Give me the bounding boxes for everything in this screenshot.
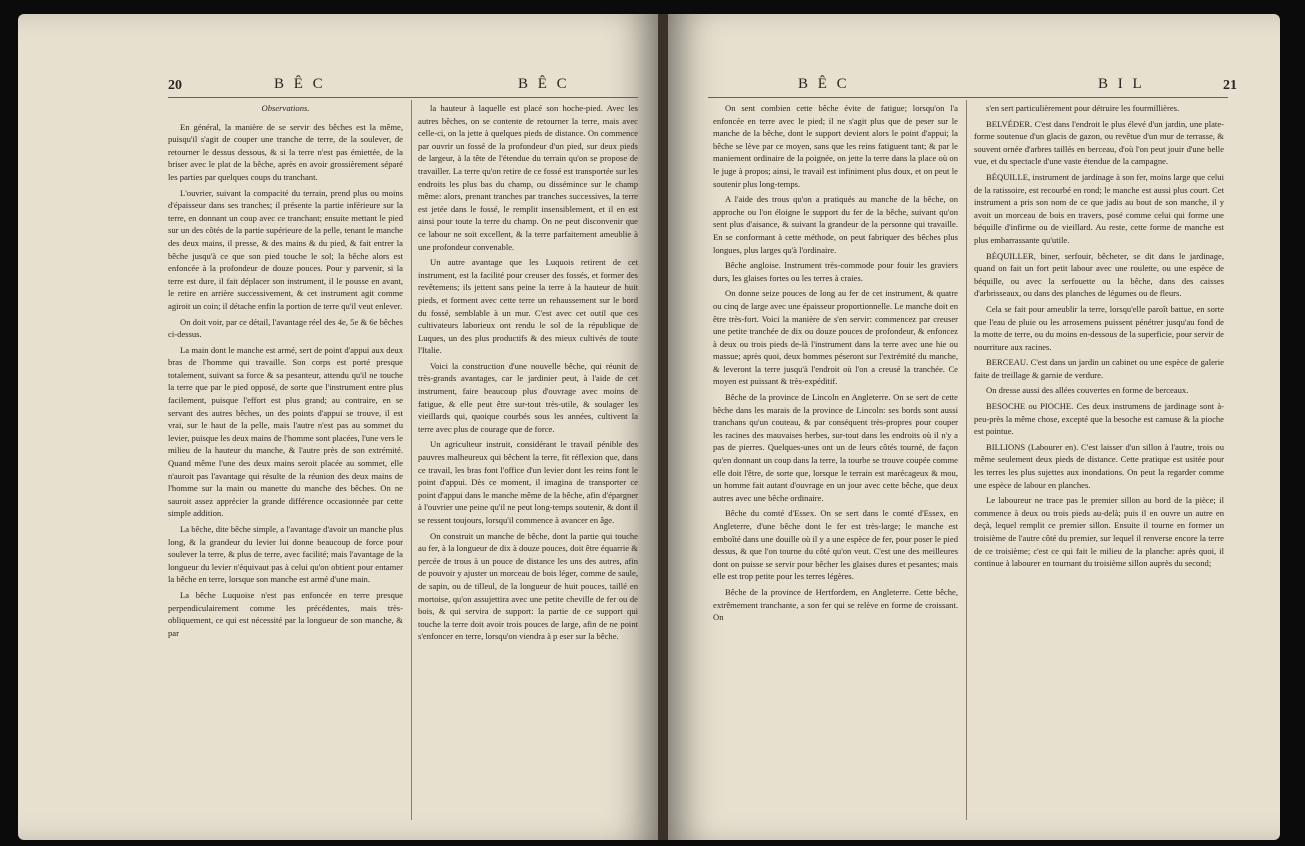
text-column-1	[168, 102, 403, 832]
left-page	[18, 14, 658, 840]
text-column-2	[418, 102, 638, 832]
paragraph: Cela se fait pour ameublir la terre, lorsqu'elle paroît battue, en sorte que l'eau de pluie ou les arrosemens puissent pénétrer jusqu'au fond de la motte de terre, ou du moins en-dessous de la superficie, pour servir de nourriture aux racines.	[974, 303, 1224, 352]
column-rule	[966, 100, 967, 820]
paragraph: BESOCHE ou PIOCHE. Ces deux instrumens de jardinage sont à-peu-près la même chose, excepté que la besoche est camuse & la pioche est pointue.	[974, 401, 1224, 437]
paragraph: Voici la construction d'une nouvelle bêche, qui réunit de très-grands avantages, car le jardinier peut, à l'aide de cet instrument, faire beaucoup plus d'ouvrage avec moins de fatigue, & elle peut être sur-tout très-utile, & soulager les vieillards qui, quoique courbés sous les années, cultivent la terre avec plus de courage que de force.	[418, 360, 638, 434]
paragraph: Observations.	[261, 103, 310, 113]
running-head: B Ê C	[518, 76, 570, 92]
paragraph: A l'aide des trous qu'on a pratiqués au manche de la bêche, on approche ou l'on éloigne le support du fer de la bêche, suivant qu'on sent plus d'aisance, & suivant la grandeur de la personne qui travaille. En se conformant à cette méthode, on peut fabriquer des bêches plus longues, plus larges qu'à l'ordinaire.	[713, 194, 958, 255]
header-rule	[708, 97, 1228, 98]
paragraph: Bêche de la province de Lincoln en Angleterre. On se sert de cette bêche dans les marais de la province de Lincoln: ses bords sont aussi tranchans qu'un couteau, & par conséquent très-propres pour couper les racines des mauvaises herbes, sur-tout dans les endroits où il n'y a pas de pierres. Quelques-unes ont un de leurs côtés tourné, de façon qu'en donnant un coup dans la terre, la tourbe se trouve coupée comme elle doit l'être, de sorte que, lorsque le terrain est marécageux & mou, un homme fait autant d'ouvrage en un jour avec cette bêche, que deux autres avec une bêche ordinaire.	[713, 392, 958, 503]
paragraph: Bêche angloise. Instrument très-commode pour fouir les graviers durs, les glaises fortes ou les terres à craies.	[713, 260, 958, 283]
paragraph: On donne seize pouces de long au fer de cet instrument, & quatre ou cinq de large avec une épaisseur proportionnelle. Le manche doit en être très-fort. Voici la manière de s'en servir: commencez par creuser une petite tranchée de dix ou douze pouces de profondeur, & enfoncez à deux ou trois pieds de-là l'instrument dans la terre avec une hie ou massue; après quoi, deux hommes péseront sur l'extrémité du manche, & leveront la terre jusqu'à l'endroit où l'on a creusé la tranchée. Ce moyen est puissant & très-expéditif.	[713, 288, 958, 387]
header-rule	[168, 97, 638, 98]
paragraph: Un autre avantage que les Luquois retirent de cet instrument, est la facilité pour creuser des fossés, et former des revêtemens; ils jettent sans peine la terre à la hauteur de huit pieds, et forment avec cette terre un rehaussement sur le bord du fossé, semblable à un mur. C'est avec cet outil que ces cultivateurs laborieux ont rendu le sol de la république de Luques, un des plus productifs & des mieux cultivés de toute l'Italie.	[418, 257, 638, 356]
right-page	[668, 14, 1280, 840]
running-head: B Ê C	[274, 76, 326, 92]
book-spread	[18, 14, 1280, 840]
running-head: B I L	[1098, 76, 1145, 92]
paragraph: BÉQUILLE, instrument de jardinage à son fer, moins large que celui de la ratissoire, est recourbé en rond; le manche est aussi plus court. Cet instrument a pris son nom de ce que jadis au bout de son manche, il y avoit un morceau de bois en travers, posé comme celui qui forme une béquille d'infirme ou de vieillard. Au reste, cette forme de manche est plus embarrassante qu'utile.	[974, 171, 1224, 245]
paragraph: Le laboureur ne trace pas le premier sillon au bord de la pièce; il commence à deux ou trois pieds au-delà; puis il en ouvre un autre en deçà, lequel remplit ce premier sillon. Ensuite il tourne en former un troisième de l'autre côté du premier, sur lequel il renverse encore la terre de ce troisième; c'est ce qui fait le milieu de la planche: après quoi, il continue à labourer en tournant du troisième sillon auprès du second;	[974, 495, 1224, 569]
text-column-1	[713, 102, 958, 832]
paragraph: L'ouvrier, suivant la compacité du terrain, prend plus ou moins d'épaisseur dans ses tranches; il présente la partie inférieure sur la terre, en donnant un coup avec ce tranchant; ensuite mettant le pied sur un des côtés de la partie supérieure de la pelle, tenant le manche des deux mains, il presse, & des mains & du pied, & fait entrer la bêche jusqu'à ce que son pied touche le sol; la bêche alors est enfoncée à la profondeur de douze pouces. Pour y parvenir, si la terre est dure, il fait déplacer son instrument, il le pousse en avant, le retire en arrière successivement, & cet instrument agit comme agiroit un coin; il détache enfin la portion de terre qu'il veut enlever.	[168, 187, 403, 311]
page-number: 20	[168, 78, 182, 93]
paragraph: BELVÉDER. C'est dans l'endroit le plus élevé d'un jardin, une plate-forme soutenue d'un glacis de gazon, ou revêtue d'un mur de terrasse, & souvent ornée d'arbres taillés en berceau, d'où l'on peut jouir d'une belle vue, et du spectacle d'une vaste étendue de la campagne.	[974, 118, 1224, 167]
paragraph: la hauteur à laquelle est placé son hoche-pied. Avec les autres bêches, on se contente de retourner la terre, mais avec celle-ci, on la jette à quelques pieds de distance. On commence par ouvrir un fossé de la profondeur d'un pied, sur deux pieds de largeur, à la tête de l'étendue du terrain qu'on se propose de travailler. La terre qu'on retire de ce fossé est transportée sur les endroits les plus bas du champ, ou dissémince sur le champ même: alors, prenant tranches par tranches successives, la terre est jetée dans le fossé, le remplit insensiblement, et il en est ainsi pour toute la terre du champ. On ne peut disconvenir que ce labour ne soit excellent, & la terre parfaitement ameublie à une profondeur convenable.	[418, 103, 638, 252]
column-rule	[411, 100, 412, 820]
paragraph: Un agriculteur instruit, considérant le travail pénible des pauvres malheureux qui bêchent la terre, fit réflexion que, dans ce travail, les bras font l'office d'un levier dont les reins font le point d'appui. Dès ce moment, il imagina de transporter ce point d'appui dans le manche même de la bêche, afin d'épargner à l'ouvrier une peine qu'il ne peut long-temps soutenir, & dont il se ressent toujours, lorsqu'il commence à avancer en âge.	[418, 439, 638, 525]
paragraph: s'en sert particulièrement pour détruire les fourmillières.	[986, 103, 1180, 113]
paragraph: La bêche, dite bêche simple, a l'avantage d'avoir un manche plus long, & la grandeur du levier lui donne beaucoup de force pour soulever la terre, & plus de terre, avec facilité; mais l'avantage de la longueur du levier n'équivaut pas à celui qu'on obtient pour entamer la bêche en terre, lorsque son manche est armé d'une main.	[168, 524, 403, 585]
book-gutter	[658, 14, 668, 840]
paragraph: Bêche du comté d'Essex. On se sert dans le comté d'Essex, en Angleterre, d'une bêche dont le fer est très-large; le manche est emboîté dans une douille où il y a une espèce de fer, pour poser le pied dessus, & que l'on tourne du côté qu'on veut. C'est une des meilleures dont on puisse se servir pour bêcher les glaises dures et pesantes; mais elle est trop petite pour les terres légères.	[713, 508, 958, 582]
text-column-2	[974, 102, 1224, 832]
paragraph: On construit un manche de bêche, dont la partie qui touche au fer, à la longueur de dix à douze pouces, doit être équarrie & percée de trous à un pouce de distance les uns des autres, afin de pouvoir y ajuster un morceau de bois léger, comme de saule, de sapin, ou de tilleul, de la longueur de huit pouces, taillé en mortoise, qu'on assujettira avec une petite cheville de fer ou de bois, & qui servira de support: la partie de ce support qui touche la terre doit avoir trois pouces de large, afin de ne point s'enfoncer en terre, lorsqu'on viendra à p eser sur la bêche.	[418, 530, 638, 642]
paragraph: La main dont le manche est armé, sert de point d'appui aux deux bras de l'homme qui travaille. Son corps est porté presque totalement, suivant sa force & sa pesanteur, attendu qu'il ne touche la terre que par le pied opposé, de sorte que l'instrument entre plus facilement, puisque l'effort est plus grand; au contraire, en se servant des autres bêches, un des points d'appui se trouve, il est vrai, sur le haut de la pelle, mais l'autre n'est pas au sommet du levier, puisque les deux mains de l'homme sont placées, l'une vers le milieu de la hauteur du manche, & l'autre près de son extrémité. Quand même l'une des deux mains seroit placée au sommet, elle n'auroit pas l'avantage qui résulte de la réunion des deux mains de l'homme sur la main ou manette du manche des bêches. On ne sauroit assez apprécier la grande différence occasionnée par cette simple addition.	[168, 344, 403, 519]
paragraph: Bêche de la province de Hertfordem, en Angleterre. Cette bêche, extrêmement tranchante, a son fer qui se relève en forme de croissant. On	[713, 586, 958, 623]
paragraph: BILLIONS (Labourer en). C'est laisser d'un sillon à l'autre, trois ou même seulement deux pieds de distance. Cette pratique est usitée pour les terres les plus sujettes aux inondations. On peut la regarder comme une espèce de labour en planches.	[974, 441, 1224, 490]
paragraph: La bêche Luquoise n'est pas enfoncée en terre presque perpendiculairement comme les précédentes, mais très-obliquement, ce qui est nécessité par la longueur de son manche, & par	[168, 589, 403, 638]
paragraph: BERCEAU. C'est dans un jardin un cabinet ou une espèce de galerie faite de treillage & garnie de verdure.	[974, 357, 1224, 380]
paragraph: On dresse aussi des allées couvertes en forme de berceaux.	[986, 385, 1189, 396]
running-head: B Ê C	[798, 76, 850, 92]
paragraph: On doit voir, par ce détail, l'avantage réel des 4e, 5e & 6e bêches ci-dessus.	[168, 316, 403, 340]
paragraph: En général, la manière de se servir des bêches est la même, puisqu'il s'agit de couper une tranche de terre, de la soulever, de retourner le dessus dessous, & si la terre n'est pas émiettée, de la briser avec le plat de la bêche, après en avoir grossièrement séparé les parties par quelques coups du tranchant.	[168, 121, 403, 182]
paragraph: BÉQUILLER, biner, serfouir, bêcheter, se dit dans le jardinage, quand on fait un fort petit labour avec une roulette, ou une espèce de béquille, ou avec la serfouette ou la bêche, dans des caisses d'arbrisseaux, ou dans des planches de légumes ou de fleurs.	[974, 250, 1224, 299]
paragraph: On sent combien cette bêche évite de fatigue; lorsqu'on l'a enfoncée en terre avec le pied; il ne s'agit plus que de peser sur le manche de la bêche, dont le support devient alors le point d'appui; la bêche se lève par ce moyen, sans que les reins fatiguent tant; & par le maniement ordinaire de la poignée, on jette la terre dans la place où on le juge à propos; ainsi, le travail est infiniment plus doux, et on peut le soutenir plus long-temps.	[713, 103, 958, 189]
page-number: 21	[1223, 78, 1237, 93]
